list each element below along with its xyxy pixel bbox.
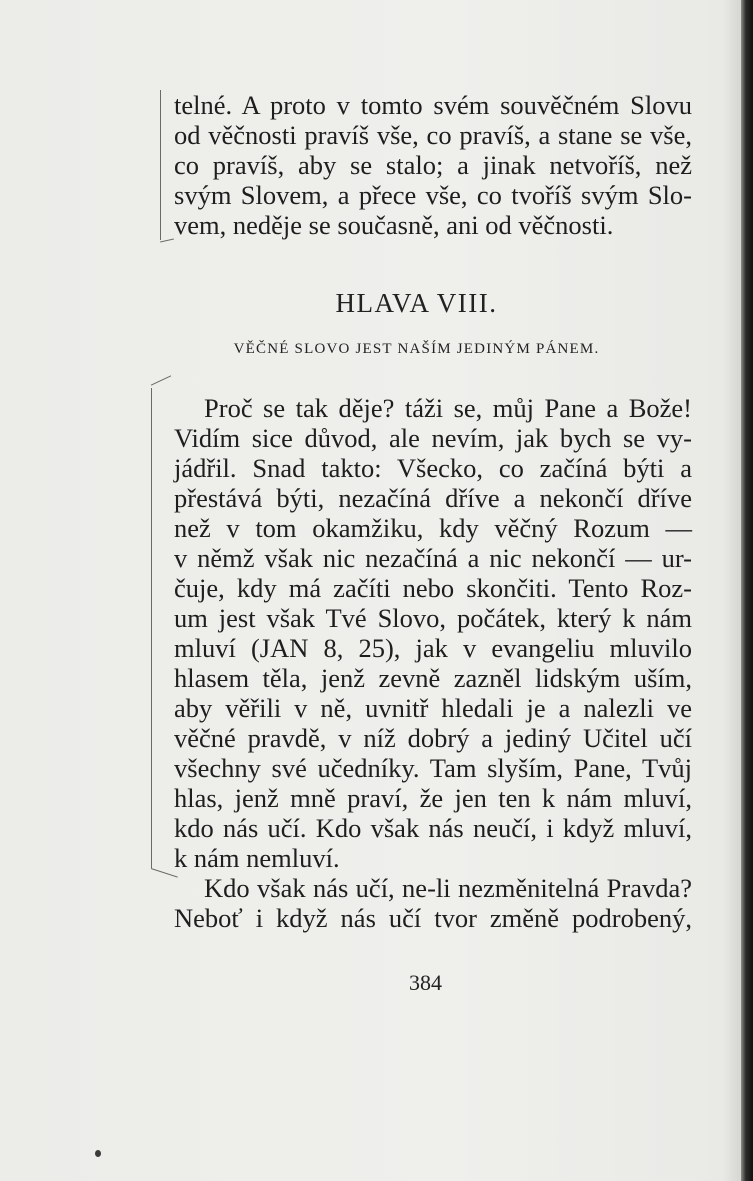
text-line: aby věřili v ně, uvnitř hledali je a nalezli ve <box>174 693 692 723</box>
text-line: co pravíš, aby se stalo; a jinak netvoříš, než <box>174 150 692 180</box>
margin-bracket-mark <box>160 239 174 243</box>
margin-bracket-mark <box>151 388 152 868</box>
text-line: všechny své učedníky. Tam slyším, Pane, Tvůj <box>174 753 692 783</box>
text-line: mluví (JAN 8, 25), jak v evangeliu mluvilo <box>174 633 692 663</box>
text-line: kdo nás učí. Kdo však nás neučí, i když mluví, <box>174 813 692 843</box>
text-line: Vidím sice důvod, ale nevím, jak bych se vy- <box>174 423 692 453</box>
text-line: svým Slovem, a přece vše, co tvoříš svým Slo- <box>174 180 692 210</box>
chapter-subtitle: VĚČNÉ SLOVO JEST NAŠÍM JEDINÝM PÁNEM. <box>233 341 600 357</box>
text-line: telné. A proto v tomto svém souvěčném Slovu <box>174 90 692 120</box>
paragraph-main <box>174 393 692 873</box>
paragraph-continuation <box>174 90 692 240</box>
text-line: v němž však nic nezačíná a nic nekončí — ur- <box>174 543 692 573</box>
text-line: přestává býti, nezačíná dříve a nekončí dříve <box>174 483 692 513</box>
margin-bracket-mark <box>160 90 161 240</box>
text-line: než v tom okamžiku, kdy věčný Rozum — <box>174 513 692 543</box>
text-line: hlas, jenž mně praví, že jen ten k nám mluví, <box>174 783 692 813</box>
text-line: k nám nemluví. <box>174 843 340 873</box>
text-line: vem, neděje se současně, ani od věčnosti. <box>174 210 614 240</box>
text-line: jádřil. Snad takto: Všecko, co začíná býti a <box>174 453 692 483</box>
page-number: 384 <box>409 970 442 995</box>
text-line: um jest však Tvé Slovo, počátek, který k nám <box>174 603 692 633</box>
text-line: Neboť i když nás učí tvor změně podrobený, <box>174 903 692 933</box>
margin-bracket-mark <box>151 375 171 385</box>
text-line: Proč se tak děje? táži se, můj Pane a Bože! <box>204 393 692 423</box>
text-line: čuje, kdy má začíti nebo skončiti. Tento Roz- <box>174 573 692 603</box>
text-line: Kdo však nás učí, ne-li nezměnitelná Pravda? <box>204 873 692 903</box>
paragraph-next <box>174 873 692 933</box>
chapter-title: HLAVA VIII. <box>335 288 498 318</box>
book-spine-shadow <box>741 0 753 1181</box>
text-line: hlasem těla, jenž zevně zazněl lidským uším, <box>174 663 692 693</box>
ink-speck <box>95 1150 101 1157</box>
text-line: věčné pravdě, v níž dobrý a jediný Učitel učí <box>174 723 692 753</box>
text-line: od věčnosti pravíš vše, co pravíš, a stane se vše, <box>174 120 692 150</box>
